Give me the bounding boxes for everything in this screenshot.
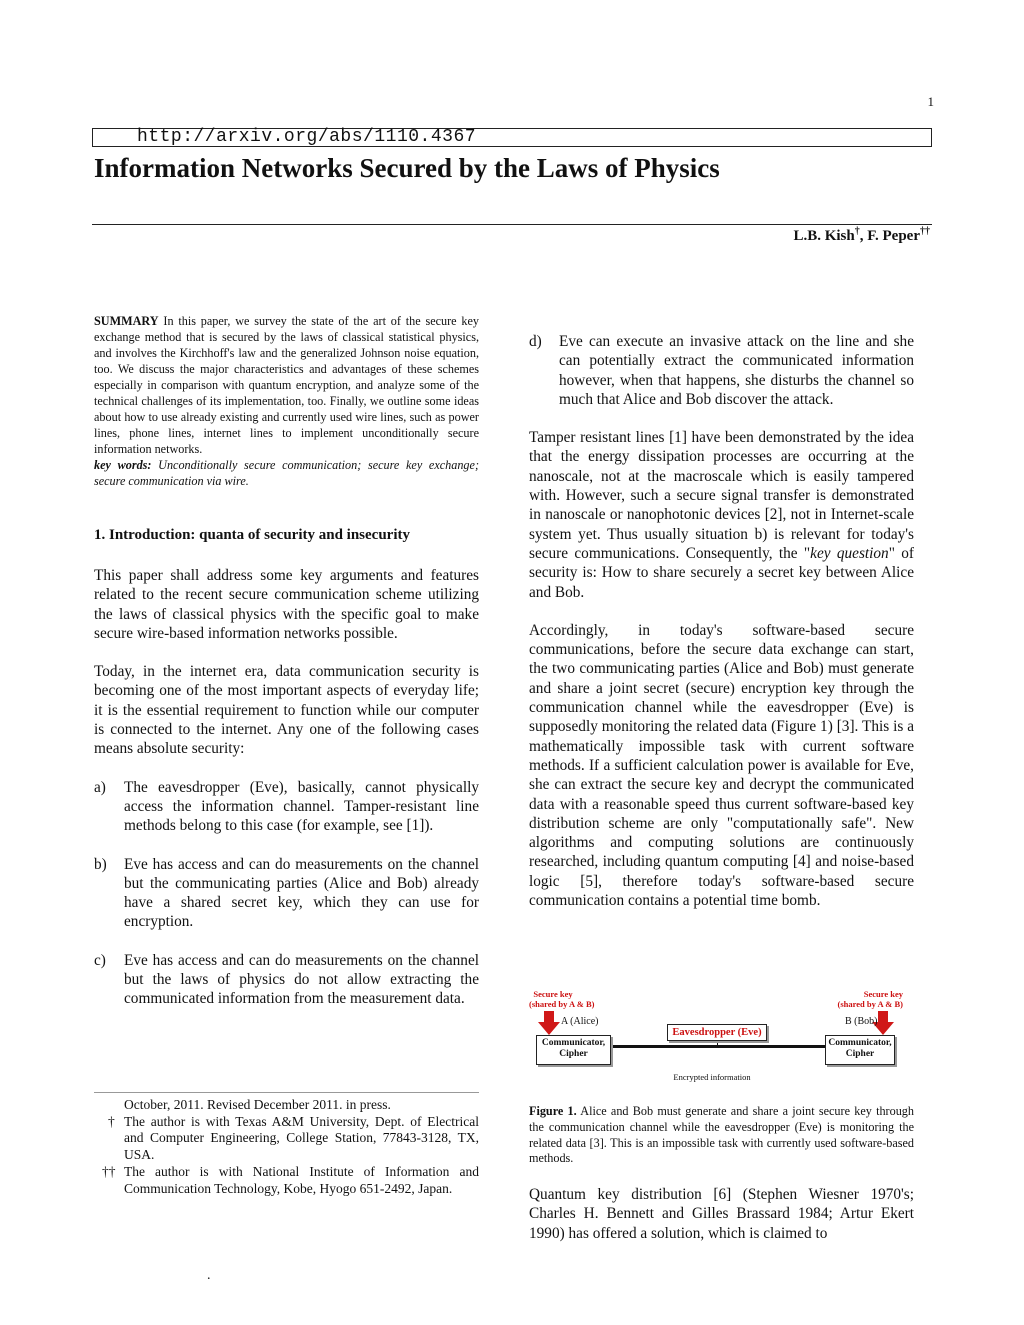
encrypted-info-label: Encrypted information bbox=[673, 1072, 751, 1082]
secure-key-left-label bbox=[529, 989, 595, 1009]
case-d-text: Eve can execute an invasive attack on the line and she can potentially extract the communicated information however, when that happens, she disturbs the channel so much that Alice and Bob discover the attack. bbox=[559, 333, 914, 408]
caption-label: Figure 1. bbox=[529, 1104, 577, 1118]
shared-right-text: (shared by A & B) bbox=[837, 999, 903, 1009]
footnote-date bbox=[94, 1097, 479, 1114]
footnote-1 bbox=[94, 1114, 479, 1164]
case-b-label: b) bbox=[94, 855, 107, 873]
intro-paragraph-1: This paper shall address some key arguments and features related to the recent secure communication scheme utilizing the laws of classical physics with the specific goal to make secure wire-based information networks possible. bbox=[94, 567, 479, 642]
arxiv-url-box bbox=[92, 128, 932, 147]
author-peper-mark: †† bbox=[920, 226, 930, 237]
quantum-paragraph: Quantum key distribution [6] (Stephen Wiesner 1970's; Charles H. Bennett and Gilles Brassard 1984; Artur Ekert 1990) has offered a solution, which is claimed to bbox=[529, 1186, 914, 1242]
footnote-2 bbox=[94, 1164, 479, 1197]
footnote-1-text: The author is with Texas A&M University, Dept. of Electrical and Computer Engineering, College Station, 77843-3128, TX, USA. bbox=[124, 1113, 479, 1163]
title-divider bbox=[92, 224, 932, 225]
bob-label: B (Bob) bbox=[845, 1016, 878, 1027]
caption-text: Alice and Bob must generate and share a joint secure key through the communication channel while the eavesdropper (Eve) is monitoring the related data [3]. This is an impossible task with currently used software-based methods. bbox=[529, 1104, 914, 1166]
author-separator: , bbox=[859, 228, 868, 244]
secure-key-left-text: Secure key bbox=[533, 989, 573, 999]
summary-paragraph bbox=[94, 313, 479, 457]
footnote-2-text: The author is with National Institute of Information and Communication Technology, Kobe, Hyogo 651-2492, Japan. bbox=[124, 1163, 479, 1196]
keywords-label: key words: bbox=[94, 458, 152, 472]
footnotes bbox=[94, 1097, 479, 1197]
keywords bbox=[94, 457, 479, 489]
eve-box: Eavesdropper (Eve) bbox=[667, 1024, 767, 1041]
software-paragraph: Accordingly, in today's software-based secure communications, before the secure data exchange can start, the two communicating parties (Alice and Bob) must generate and share a joint secret (secure) encryption key through the communication channel while the eavesdropper (Eve) is supposedly monitoring the related data (Figure 1) [3]. This is a mathematically impossible task with current software methods. If a sufficient calculation power is available for Eve, she can extract the secure key and decrypt the communicated data with a reasonable speed thus current software-based key distribution scheme are only "computationally safe". New algorithms and computing solutions are continuously researched, including quantum computing [4] and noise-based logic [5], therefore today's software-based secure communication contains a potential time bomb. bbox=[529, 621, 914, 910]
page-number: 1 bbox=[927, 94, 934, 109]
summary-label: SUMMARY bbox=[94, 314, 159, 328]
case-b-text: Eve has access and can do measurements on the channel but the communicating parties (Alice and Bob) already have a shared secret key, which they can use for encryption. bbox=[124, 855, 479, 931]
case-a-text: The eavesdropper (Eve), basically, cannot physically access the information channel. Tamper-resistant line methods belong to this case (for example, see [1]). bbox=[124, 778, 479, 835]
tamper-text: Tamper resistant lines [1] have been demonstrated by the idea that the energy dissipation processes are occurring at the nanoscale, not at the macroscale which is easily tampered with. However, such a secure signal transfer is demonstrated in nanoscale or nanophotonic devices [2], not in Internet-scale system yet. Thus usually situation b) is relevant for today's secure communications. Consequently, the " bbox=[529, 429, 914, 562]
summary-block bbox=[94, 313, 479, 489]
left-body bbox=[94, 566, 479, 1028]
case-a-label: a) bbox=[94, 778, 106, 796]
alice-label: A (Alice) bbox=[561, 1016, 599, 1027]
figure-1 bbox=[529, 983, 914, 1083]
case-c bbox=[94, 951, 479, 1009]
shared-left-text: (shared by A & B) bbox=[529, 999, 595, 1009]
right-body bbox=[529, 332, 914, 929]
tamper-text-end: " of security is: How to share securely a secret key between Alice and Bob. bbox=[529, 544, 915, 601]
case-c-text: Eve has access and can do measurements on the channel but the laws of physics do not allow extracting the communicated information from the measurement data. bbox=[124, 951, 479, 1008]
key-arrow-left-icon bbox=[538, 1022, 560, 1035]
case-b bbox=[94, 855, 479, 932]
bottom-dot: . bbox=[207, 1268, 211, 1283]
intro-heading: 1. Introduction: quanta of security and insecurity bbox=[94, 527, 410, 543]
arxiv-url[interactable]: http://arxiv.org/abs/1110.4367 bbox=[137, 127, 477, 147]
author-line bbox=[700, 226, 930, 245]
secure-key-right-label bbox=[829, 989, 903, 1009]
paper-title: Information Networks Secured by the Laws of Physics bbox=[94, 153, 720, 183]
footnote-date-text: October, 2011. Revised December 2011. in press. bbox=[124, 1097, 391, 1112]
bob-communicator-box bbox=[825, 1035, 895, 1065]
footnote-1-mark: † bbox=[108, 1113, 115, 1129]
alice-communicator-box bbox=[536, 1035, 611, 1065]
case-a bbox=[94, 778, 479, 836]
bob-box-line-2: Cipher bbox=[845, 1049, 875, 1059]
tamper-paragraph bbox=[529, 428, 914, 602]
case-d bbox=[529, 332, 914, 409]
keywords-text: Unconditionally secure communication; secure key exchange; secure communication via wire. bbox=[94, 458, 479, 488]
author-peper: F. Peper bbox=[867, 228, 920, 244]
alice-box-line-1: Communicator, bbox=[541, 1038, 606, 1048]
author-kish: L.B. Kish bbox=[793, 228, 855, 244]
summary-text: In this paper, we survey the state of the art of the secure key exchange method that is secured by the laws of classical statistical physics, and involves the Kirchhoff's law and the generalized Johnson noise equation, too. We discuss the major characteristics and advantages of these schemes especially in comparison with quantum encryption, and analyze some of the technical challenges of its implementation, too. Finally, we outline some ideas about how to use already existing and currently used wire lines, such as power lines, phone lines, internet lines to implement unconditionally secure information networks. bbox=[94, 314, 479, 456]
intro-paragraph-2: Today, in the internet era, data communication security is becoming one of the most important aspects of everyday life; it is the essential requirement to function while our computer is connected to the internet. Any one of the following cases means absolute security: bbox=[94, 663, 479, 758]
key-question: key question bbox=[810, 544, 889, 562]
case-c-label: c) bbox=[94, 951, 106, 969]
footnote-rule bbox=[94, 1092, 479, 1093]
case-d-label: d) bbox=[529, 333, 542, 350]
figure-1-caption bbox=[529, 1104, 914, 1167]
author-kish-mark: † bbox=[854, 226, 860, 237]
secure-key-right-text: Secure key bbox=[863, 989, 903, 999]
bob-box-line-1: Communicator, bbox=[828, 1038, 892, 1048]
alice-box-line-2: Cipher bbox=[559, 1049, 588, 1059]
right-bottom-body bbox=[529, 1185, 914, 1262]
footnote-2-mark: †† bbox=[102, 1163, 116, 1179]
